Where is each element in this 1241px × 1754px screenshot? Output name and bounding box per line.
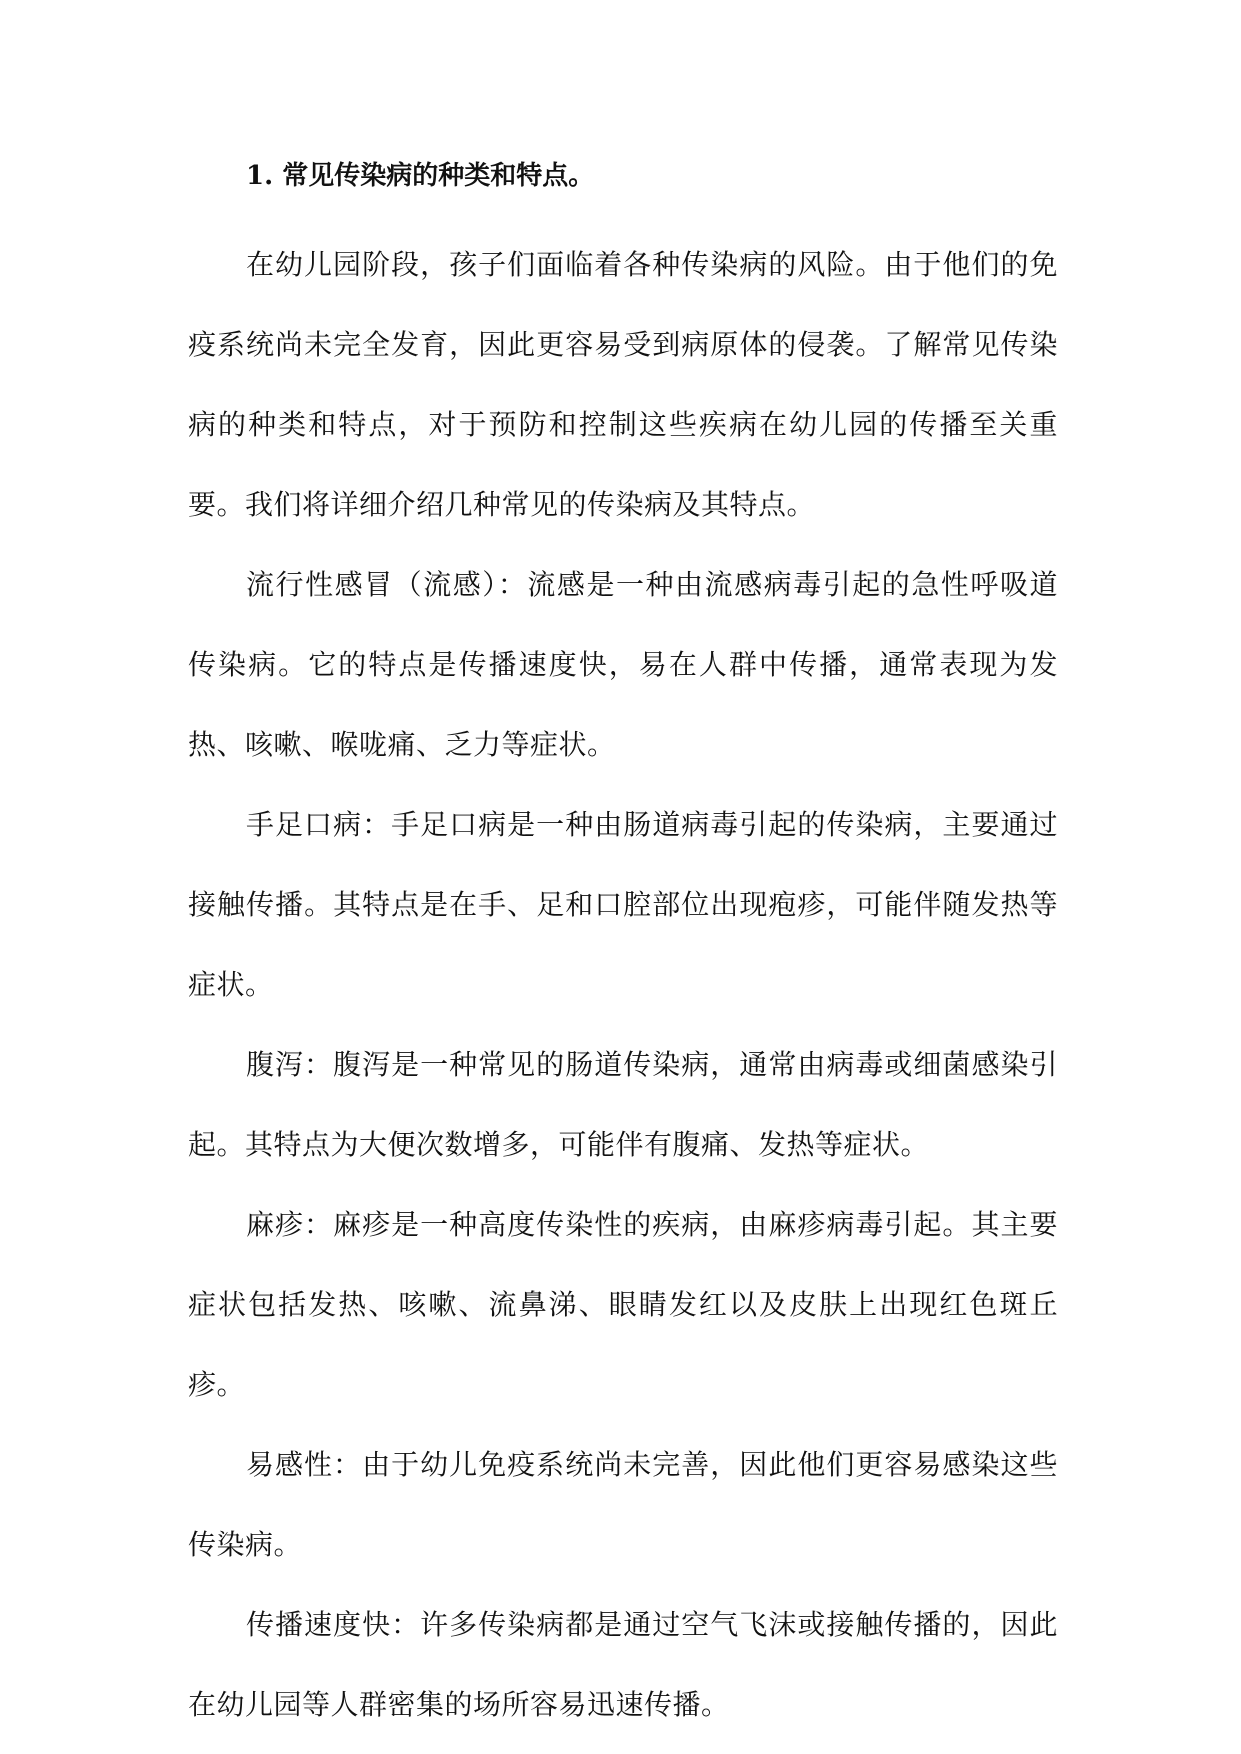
paragraph-influenza: 流行性感冒（流感）：流感是一种由流感病毒引起的急性呼吸道传染病。它的特点是传播速度快，易在人群中传播，通常表现为发热、咳嗽、喉咙痛、乏力等症状。 (188, 568, 1058, 761)
paragraph-hand-foot-mouth: 手足口病：手足口病是一种由肠道病毒引起的传染病，主要通过接触传播。其特点是在手、足和口腔部位出现疱疹，可能伴随发热等症状。 (188, 808, 1058, 1001)
document-body (188, 146, 1058, 1745)
paragraph-intro: 在幼儿园阶段，孩子们面临着各种传染病的风险。由于他们的免疫系统尚未完全发育，因此更容易受到病原体的侵袭。了解常见传染病的种类和特点，对于预防和控制这些疾病在幼儿园的传播至关重要。我们将详细介绍几种常见的传染病及其特点。 (188, 248, 1058, 521)
paragraph-fast-spread: 传播速度快：许多传染病都是通过空气飞沫或接触传播的，因此在幼儿园等人群密集的场所容易迅速传播。 (188, 1608, 1058, 1721)
paragraph-diarrhea: 腹泻：腹泻是一种常见的肠道传染病，通常由病毒或细菌感染引起。其特点为大便次数增多，可能伴有腹痛、发热等症状。 (188, 1048, 1058, 1161)
paragraph-measles: 麻疹：麻疹是一种高度传染性的疾病，由麻疹病毒引起。其主要症状包括发热、咳嗽、流鼻涕、眼睛发红以及皮肤上出现红色斑丘疹。 (188, 1208, 1058, 1401)
section-heading: 1. 常见传染病的种类和特点。 (246, 161, 595, 191)
paragraph-susceptibility: 易感性：由于幼儿免疫系统尚未完善，因此他们更容易感染这些传染病。 (188, 1448, 1058, 1561)
